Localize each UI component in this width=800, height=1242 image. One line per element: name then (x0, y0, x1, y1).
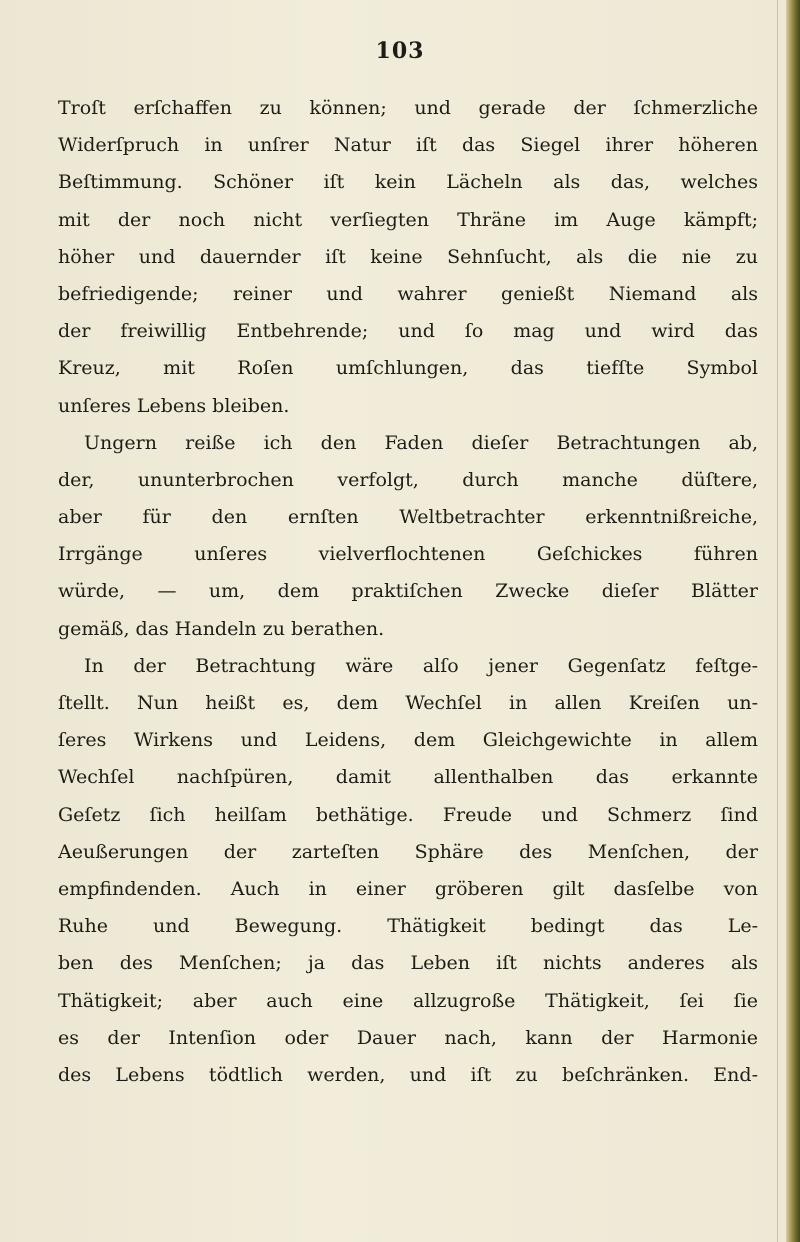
text-line-5: höher und dauernder iſt keine Sehnſucht, als die nie zu (58, 245, 758, 268)
text-line-26: es der Intenſion oder Dauer nach, kann der Harmonie (58, 1026, 758, 1049)
text-line-2: Widerſpruch in unſrer Natur iſt das Siegel ihrer höheren (58, 134, 758, 157)
text-line-25: Thätigkeit; aber auch eine allzugroße Thätigkeit, ſei ſie (58, 989, 758, 1012)
text-line-16: In der Betrachtung wäre alſo jener Gegenſatz feſtge- (84, 654, 758, 677)
text-line-9: unſeres Lebens bleiben. (58, 394, 290, 417)
text-line-4: mit der noch nicht verſiegten Thräne im Auge kämpft; (58, 208, 758, 231)
text-line-7: der freiwillig Entbehrende; und ſo mag und wird das (58, 320, 758, 343)
text-line-22: empfindenden. Auch in einer gröberen gilt dasſelbe von (58, 877, 758, 900)
text-line-13: Irrgänge unſeres vielverflochtenen Geſchickes führen (58, 543, 758, 566)
text-line-17: ſtellt. Nun heißt es, dem Wechſel in allen Kreiſen un- (58, 692, 758, 714)
text-line-10: Ungern reiße ich den Faden dieſer Betrachtungen ab, (84, 431, 758, 454)
page-number: 103 (375, 38, 425, 64)
text-line-27: des Lebens tödtlich werden, und iſt zu beſchränken. End- (58, 1063, 758, 1086)
text-line-23: Ruhe und Bewegung. Thätigkeit bedingt das Le- (58, 915, 758, 938)
text-line-1: Troſt erſchaffen zu können; und gerade der ſchmerzliche (58, 97, 758, 119)
text-line-14: würde, — um, dem praktiſchen Zwecke dieſer Blätter (58, 580, 758, 603)
text-line-20: Geſetz ſich heilſam bethätige. Freude und Schmerz ſind (58, 803, 758, 826)
text-line-18: ſeres Wirkens und Leidens, dem Gleichgewichte in allem (58, 729, 758, 752)
book-spine-edge (786, 0, 800, 1242)
text-line-11: der, ununterbrochen verfolgt, durch manche düſtere, (58, 468, 758, 491)
text-line-15: gemäß, das Handeln zu berathen. (58, 617, 385, 640)
text-line-19: Wechſel nachſpüren, damit allenthalben das erkannte (58, 766, 758, 789)
body-text (58, 90, 758, 1094)
page-edge-shadow (777, 0, 778, 1242)
text-line-3: Beſtimmung. Schöner iſt kein Lächeln als das, welches (58, 171, 758, 194)
text-line-12: aber für den ernſten Weltbetrachter erkenntnißreiche, (58, 506, 758, 529)
text-line-21: Aeußerungen der zarteſten Sphäre des Menſchen, der (58, 840, 758, 863)
text-line-6: befriedigende; reiner und wahrer genießt Niemand als (58, 282, 758, 305)
text-line-8: Kreuz, mit Roſen umſchlungen, das tiefſte Symbol (58, 357, 758, 380)
text-line-24: ben des Menſchen; ja das Leben iſt nichts anderes als (58, 952, 758, 975)
